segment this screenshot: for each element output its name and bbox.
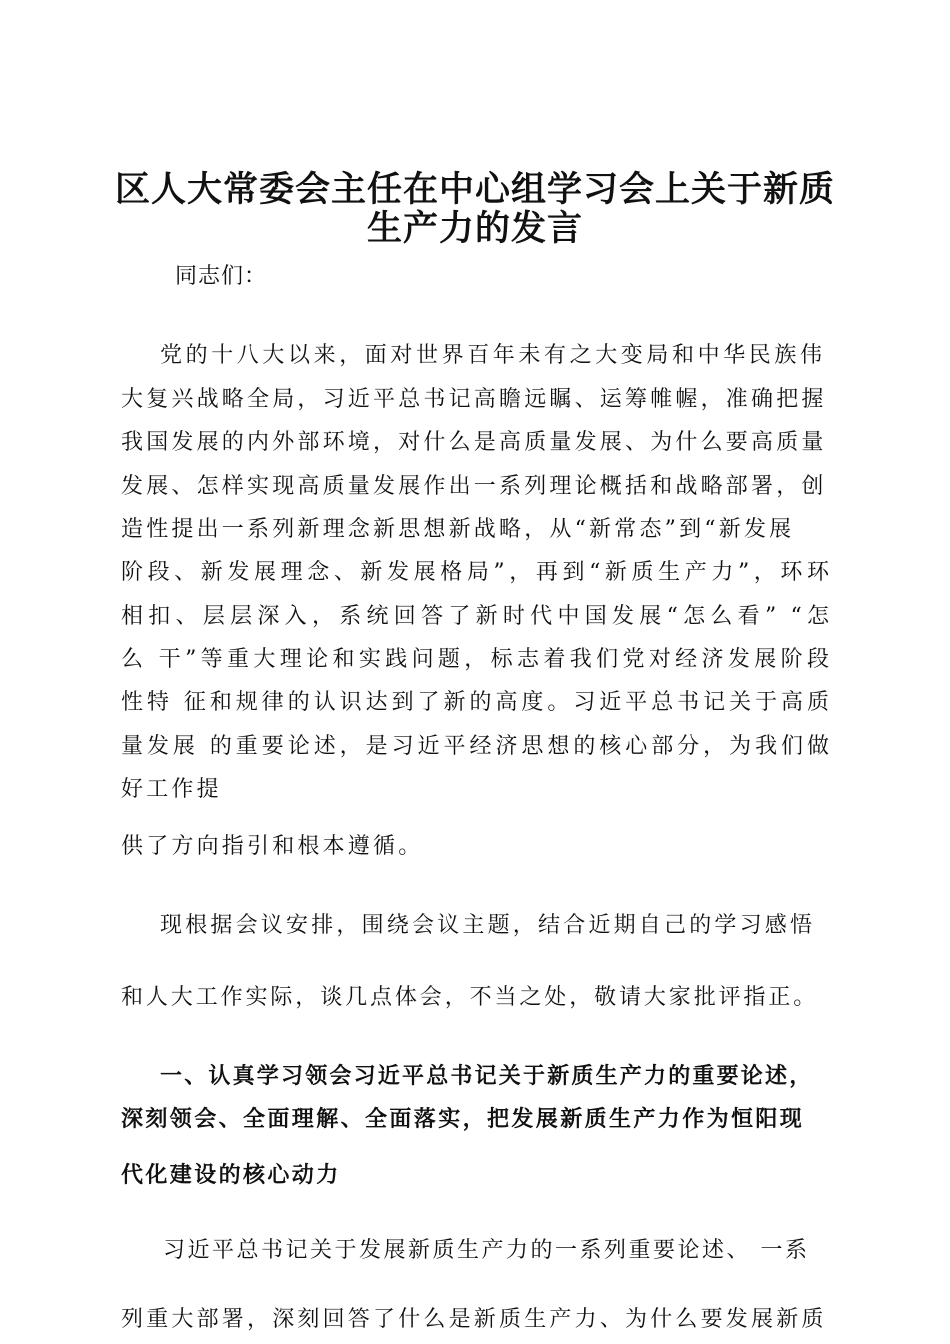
document-title-line-1: 区人大常委会主任在中心组学习会上关于新质	[114, 169, 835, 210]
document-title-line-2: 生产力的发言	[366, 208, 583, 249]
para1-line-4: 发展、怎样实现高质量发展作出一系列理论概括和战略部署，创	[121, 474, 827, 499]
para1-line-8: 么 干”等重大理论和实践问题，标志着我们党对经济发展阶段	[121, 647, 831, 672]
para1-line-11: 好工作提	[121, 777, 222, 802]
section-heading-1-line-1: 一、认真学习领会习近平总书记关于新质生产力的重要论述，	[160, 1063, 814, 1089]
para1-line-5: 造性提出一系列新理念新思想新战略，从“新常态”到“新发展	[121, 517, 795, 542]
para2-line-2: 和人大工作实际，谈几点体会，不当之处，敬请大家批评指正。	[121, 985, 819, 1010]
para2-line-1: 现根据会议安排，围绕会议主题，结合近期自己的学习感悟	[160, 913, 816, 938]
section-heading-1-line-2: 深刻领会、全面理解、全面落实，把发展新质生产力作为恒阳现	[121, 1106, 805, 1132]
para1-line-1: 党的十八大以来，面对世界百年未有之大变局和中华民族伟	[160, 343, 826, 368]
para1-tail: 供了方向指引和根本遵循。	[121, 834, 424, 859]
para1-line-6: 阶段、新发展理念、新发展格局”，再到“新质生产力”，环环	[121, 560, 831, 585]
para1-line-2: 大复兴战略全局，习近平总书记高瞻远瞩、运筹帷幄，准确把握	[121, 387, 827, 412]
para3-line-2: 列重大部署，深刻回答了什么是新质生产力、为什么要发展新质	[121, 1307, 827, 1332]
para1-line-10: 量发展 的重要论述，是习近平经济思想的核心部分，为我们做	[121, 734, 831, 759]
para3-line-1: 习近平总书记关于发展新质生产力的一系列重要论述、 一系	[163, 1238, 810, 1263]
para1-line-7: 相扣、层层深入，系统回答了新时代中国发展“怎么看” “怎	[121, 604, 831, 629]
para1-line-3: 我国发展的内外部环境，对什么是高质量发展、为什么要高质量	[121, 430, 827, 455]
para1-line-9: 性特 征和规律的认识达到了新的高度。习近平总书记关于高质	[121, 690, 831, 715]
salutation: 同志们：	[175, 264, 268, 289]
section-heading-1-line-3: 代化建设的核心动力	[121, 1162, 341, 1188]
